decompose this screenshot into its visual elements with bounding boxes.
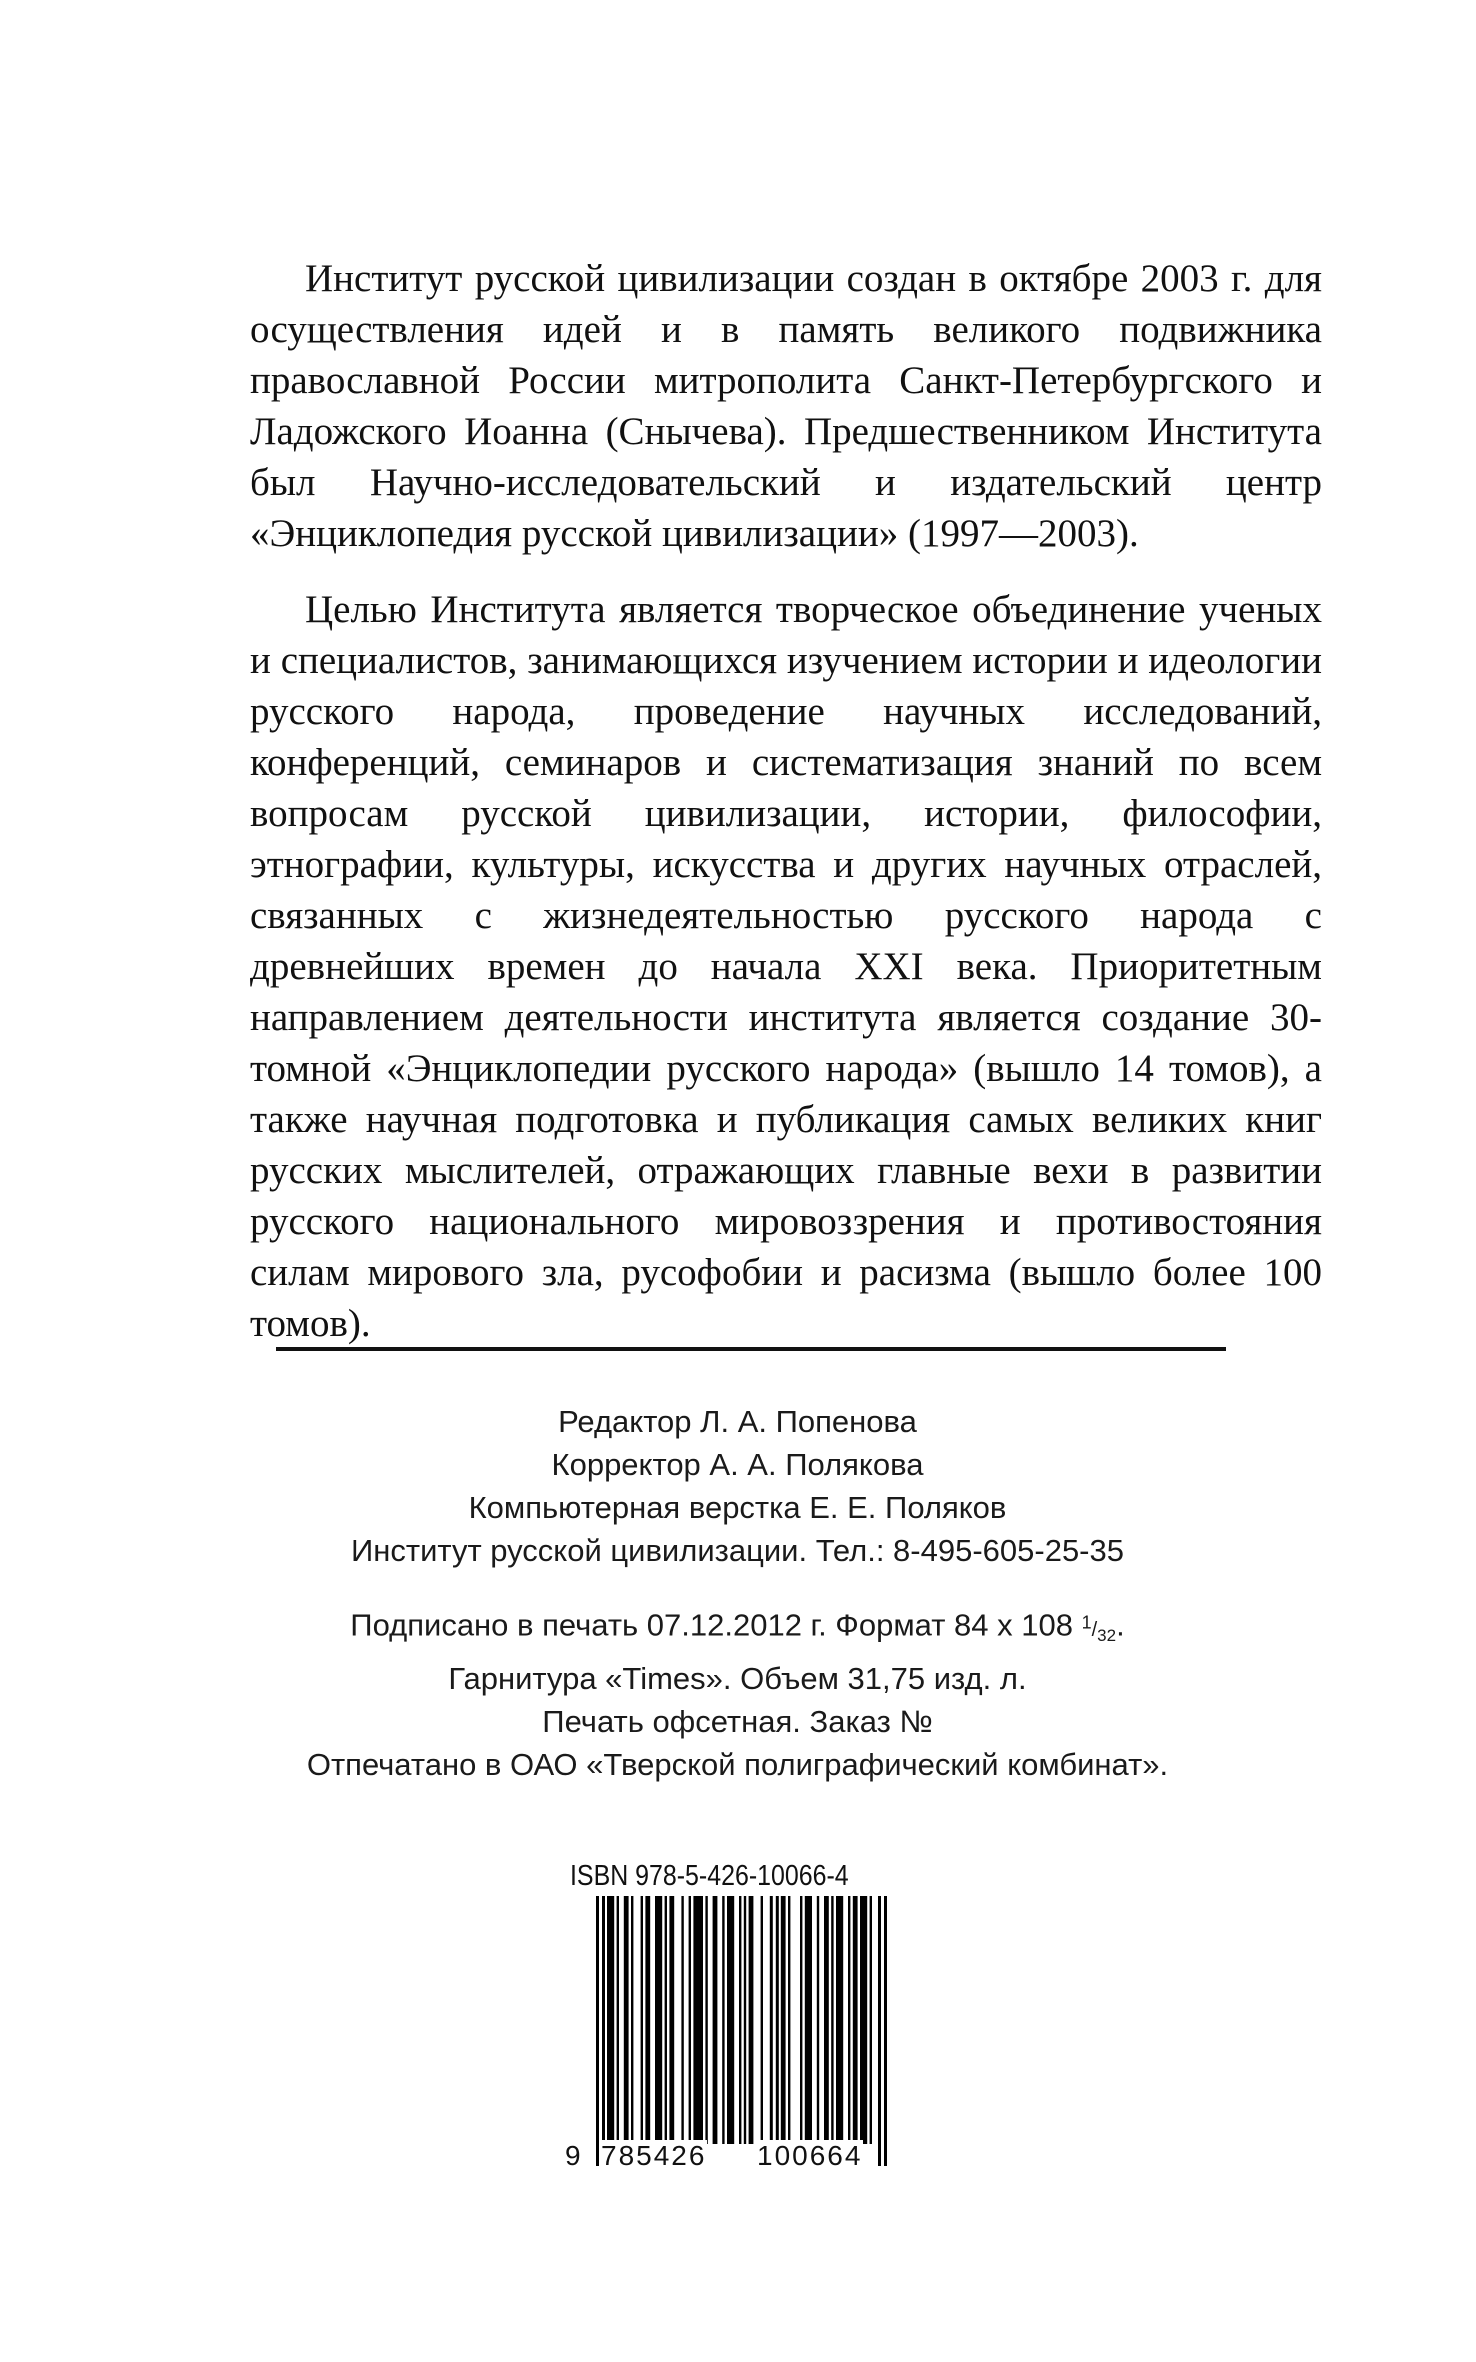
isbn-label: ISBN 978-5-426-10066-4 <box>570 1860 849 1892</box>
barcode-digits-right: 100664 <box>757 2140 863 2171</box>
credit-proofreader: Корректор А. А. Полякова <box>551 1447 924 1482</box>
credit-layout: Компьютерная верстка Е. Е. Поляков <box>468 1490 1007 1525</box>
print-order: Печать офсетная. Заказ № <box>542 1703 933 1739</box>
credit-editor: Редактор Л. А. Попенова <box>558 1404 917 1439</box>
print-signed: Подписано в печать 07.12.2012 г. Формат 84 x 108 $^1/_{32}$. <box>350 1607 1125 1645</box>
divider-rule <box>276 1347 1226 1351</box>
credits-staff <box>170 1400 1305 1572</box>
barcode-digit-first: 9 <box>565 2140 581 2171</box>
credits-printing <box>170 1601 1305 1786</box>
isbn-block <box>560 1860 920 2180</box>
print-printer: Отпечатано в ОАО «Тверской полиграфический комбинат». <box>306 1746 1169 1782</box>
paragraph-goal: Целью Института является творческое объединение ученых и специалистов, занимающихся изучением истории и идеологии русского народа, проведение научных исследований, конференций, семинаров и систематизация знаний по всем вопросам русской цивилизации, истории, философии, этнографии, культуры, искусства и других научных отраслей, связанных с жизнедеятельностью русского народа с древнейших времен до начала XXI века. Приоритетным направлением деятельности института является создание 30-томной «Энциклопедии русского народа» (вышло 14 томов), а также научная подготовка и публикация самых великих книг русских мыслителей, отражающих главные вехи в развитии русского национального мировоззрения и противостояния силам мирового зла, русофобии и расизма (вышло более 100 томов). <box>250 588 1322 1345</box>
credit-institute: Институт русской цивилизации. Тел.: 8-495-605-25-35 <box>350 1533 1124 1568</box>
barcode-digits-left: 785426 <box>601 2140 707 2171</box>
format-fraction: $^1/_{32}$ <box>1081 1612 1117 1645</box>
paragraph-about: Институт русской цивилизации создан в октябре 2003 г. для осуществления идей и в память великого подвижника православной России митрополита Санкт-Петербургского и Ладожского Иоанна (Снычева). Предшественником Института был Научно-исследовательский и издательский центр «Энциклопедия русской цивилизации» (1997—2003). <box>250 257 1322 555</box>
print-typeface: Гарнитура «Times». Объем 31,75 изд. л. <box>448 1660 1027 1696</box>
body-text <box>250 253 1322 1349</box>
barcode <box>560 1896 920 2166</box>
